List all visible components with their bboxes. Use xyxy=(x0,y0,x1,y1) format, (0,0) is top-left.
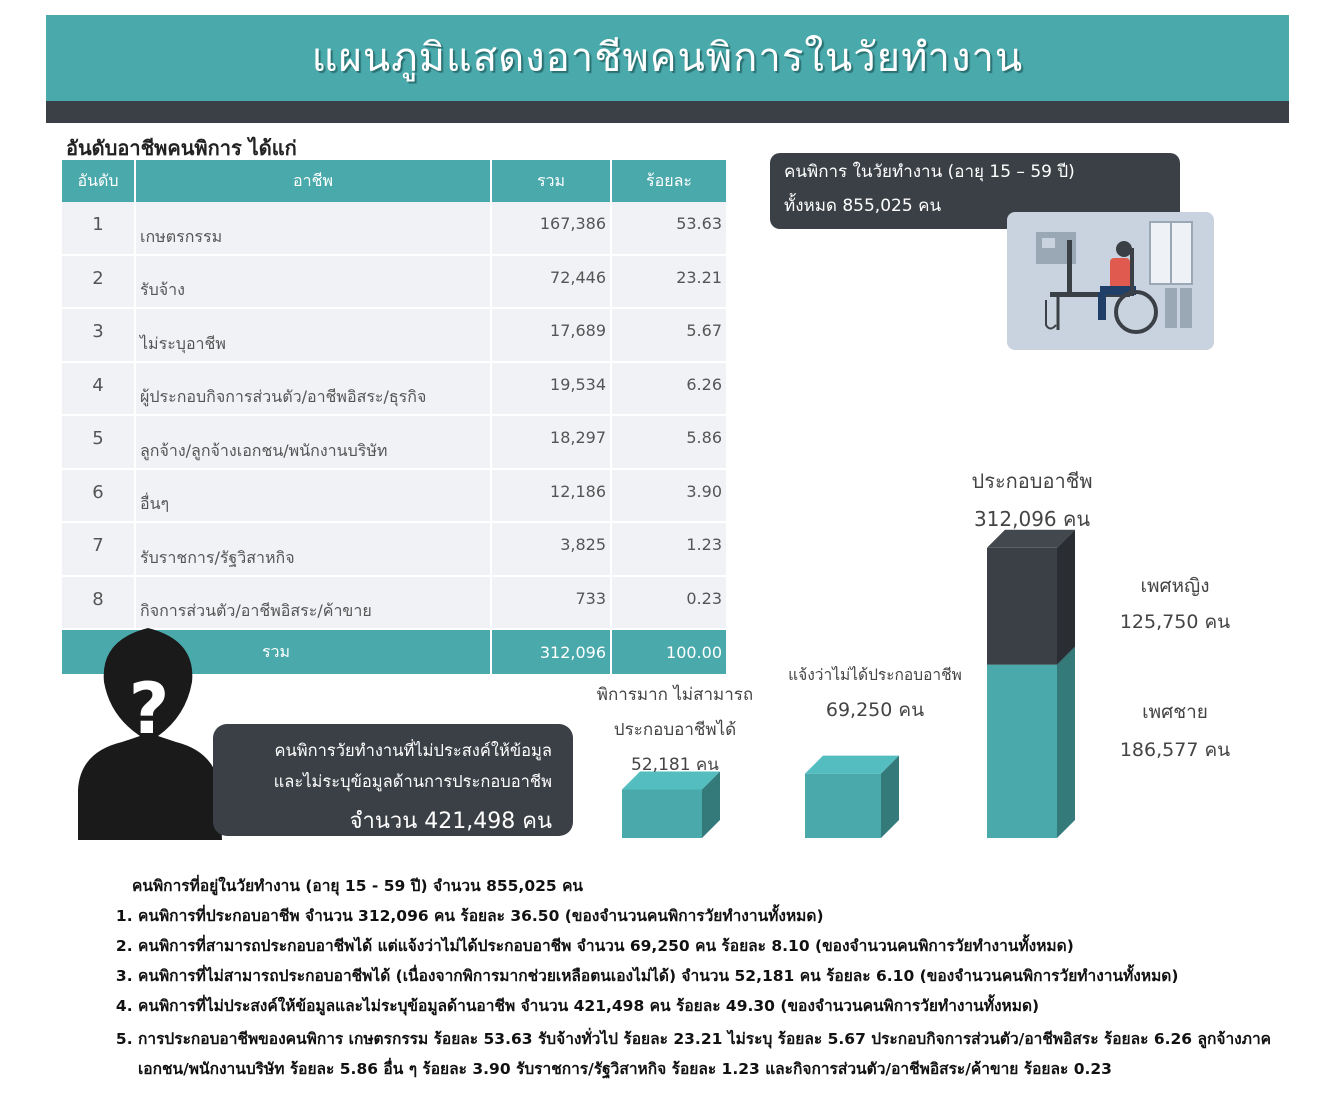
table-caption: อันดับอาชีพคนพิการ ได้แก่ xyxy=(66,136,297,160)
cell-occupation: อื่นๆ xyxy=(135,469,491,523)
bar-segment-male xyxy=(987,665,1057,838)
legend-female-value: 125,750 คน xyxy=(1119,611,1231,633)
cell-occupation: รับจ้าง xyxy=(135,255,491,309)
cell-sum-percent: 100.00 xyxy=(611,629,726,674)
cell-rank: 2 xyxy=(62,255,135,309)
cell-rank: 7 xyxy=(62,522,135,576)
cell-percent: 0.23 xyxy=(611,576,726,630)
cell-rank: 4 xyxy=(62,362,135,416)
unknown-bubble-line-3: จำนวน 421,498 คน xyxy=(349,809,552,834)
cell-occupation: ลูกจ้าง/ลูกจ้างเอกชน/พนักงานบริษัท xyxy=(135,415,491,469)
bar-label: แจ้งว่าไม่ได้ประกอบอาชีพ xyxy=(788,666,962,684)
cell-sum-total: 312,096 xyxy=(491,629,611,674)
cell-occupation: รับราชการ/รัฐวิสาหกิจ xyxy=(135,522,491,576)
question-mark-icon: ? xyxy=(128,668,170,750)
footnotes xyxy=(110,873,1300,1089)
col-header-total: รวม xyxy=(491,160,611,202)
cell-rank: 6 xyxy=(62,469,135,523)
bar-segment-female-side xyxy=(1057,530,1075,665)
cell-total: 167,386 xyxy=(491,202,611,255)
bar-value-label: 69,250 คน xyxy=(825,699,925,721)
bar xyxy=(805,774,881,838)
cell-total: 12,186 xyxy=(491,469,611,523)
unknown-bubble-line-2: และไม่ระบุข้อมูลด้านการประกอบอาชีพ xyxy=(273,772,552,791)
cell-sum-label: รวม xyxy=(62,629,491,674)
bar-segment-female xyxy=(987,548,1057,665)
cell-percent: 53.63 xyxy=(611,202,726,255)
note-item: 5. การประกอบอาชีพของคนพิการ เกษตรกรรม ร้อยละ 53.63 รับจ้างทั่วไป ร้อยละ 23.21 ไม่ระบุ ร้อยละ 5.67 ประกอบกิจการส่วนตัว/อาชีพอิสระ ร้อยละ 6.26 ลูกจ้างภาคเอกชน/พนักงานบริษัท ร้อยละ 5.86 อื่น ๆ ร้อยละ 3.90 รับราชการ/รัฐวิสาหกิจ ร้อยละ 1.23 และกิจการส่วนตัว/อาชีพอิสระ/ค้าขาย ร้อยละ 0.23 xyxy=(138,1024,1300,1084)
cell-occupation: ไม่ระบุอาชีพ xyxy=(135,308,491,362)
legend-male-value: 186,577 คน xyxy=(1119,739,1231,761)
cell-rank: 1 xyxy=(62,202,135,255)
cell-total: 19,534 xyxy=(491,362,611,416)
bar-segment-male-side xyxy=(1057,647,1075,838)
bar-value-label: 52,181 คน xyxy=(631,755,719,775)
bars-layer xyxy=(597,469,1230,838)
note-item: 3. คนพิการที่ไม่สามารถประกอบอาชีพได้ (เนื่องจากพิการมากช่วยเหลือตนเองไม่ได้) จำนวน 52,181 คน ร้อยละ 6.10 (ของจำนวนคนพิการวัยทำงานทั้งหมด) xyxy=(138,964,1300,989)
bar-value-label: 312,096 คน xyxy=(973,507,1091,531)
col-header-occupation: อาชีพ xyxy=(135,160,491,202)
cell-percent: 5.67 xyxy=(611,308,726,362)
bubble-line-1: คนพิการ ในวัยทำงาน (อายุ 15 – 59 ปี) xyxy=(784,162,1075,182)
legend-male-label: เพศชาย xyxy=(1142,701,1208,723)
notes-intro: คนพิการที่อยู่ในวัยทำงาน (อายุ 15 - 59 ปี) จำนวน 855,025 คน xyxy=(132,877,584,895)
bar-label: ประกอบอาชีพได้ xyxy=(613,720,737,740)
cell-percent: 6.26 xyxy=(611,362,726,416)
cell-percent: 5.86 xyxy=(611,415,726,469)
bar xyxy=(622,790,702,838)
note-item: 1. คนพิการที่ประกอบอาชีพ จำนวน 312,096 คน ร้อยละ 36.50 (ของจำนวนคนพิการวัยทำงานทั้งหมด) xyxy=(138,904,1300,929)
cell-rank: 3 xyxy=(62,308,135,362)
note-item: 2. คนพิการที่สามารถประกอบอาชีพได้ แต่แจ้งว่าไม่ได้ประกอบอาชีพ จำนวน 69,250 คน ร้อยละ 8.10 (ของจำนวนคนพิการวัยทำงานทั้งหมด) xyxy=(138,934,1300,959)
bar-label: พิการมาก ไม่สามารถ xyxy=(596,685,754,705)
cell-percent: 3.90 xyxy=(611,469,726,523)
note-item: 4. คนพิการที่ไม่ประสงค์ให้ข้อมูลและไม่ระบุข้อมูลด้านอาชีพ จำนวน 421,498 คน ร้อยละ 49.30 (ของจำนวนคนพิการวัยทำงานทั้งหมด) xyxy=(138,994,1300,1019)
cell-total: 18,297 xyxy=(491,415,611,469)
cell-percent: 23.21 xyxy=(611,255,726,309)
wheelchair-desk-illustration xyxy=(1007,212,1214,350)
notes-list xyxy=(110,904,1300,1084)
cell-percent: 1.23 xyxy=(611,522,726,576)
unknown-bubble-line-1: คนพิการวัยทำงานที่ไม่ประสงค์ให้ข้อมูล xyxy=(274,741,552,760)
cell-total: 733 xyxy=(491,576,611,630)
cell-total: 17,689 xyxy=(491,308,611,362)
bubble-line-2: ทั้งหมด 855,025 คน xyxy=(784,196,942,216)
page-title: แผนภูมิแสดงอาชีพคนพิการในวัยทำงาน xyxy=(311,35,1024,81)
cell-total: 3,825 xyxy=(491,522,611,576)
col-header-percent: ร้อยละ xyxy=(611,160,726,202)
cell-rank: 8 xyxy=(62,576,135,630)
cell-occupation: เกษตรกรรม xyxy=(135,202,491,255)
col-header-rank: อันดับ xyxy=(62,160,135,202)
cell-rank: 5 xyxy=(62,415,135,469)
cell-occupation: ผู้ประกอบกิจการส่วนตัว/อาชีพอิสระ/ธุรกิจ xyxy=(135,362,491,416)
bar-label: ประกอบอาชีพ xyxy=(971,469,1093,493)
cell-occupation: กิจการส่วนตัว/อาชีพอิสระ/ค้าขาย xyxy=(135,576,491,630)
cell-total: 72,446 xyxy=(491,255,611,309)
legend-female-label: เพศหญิง xyxy=(1140,575,1210,597)
